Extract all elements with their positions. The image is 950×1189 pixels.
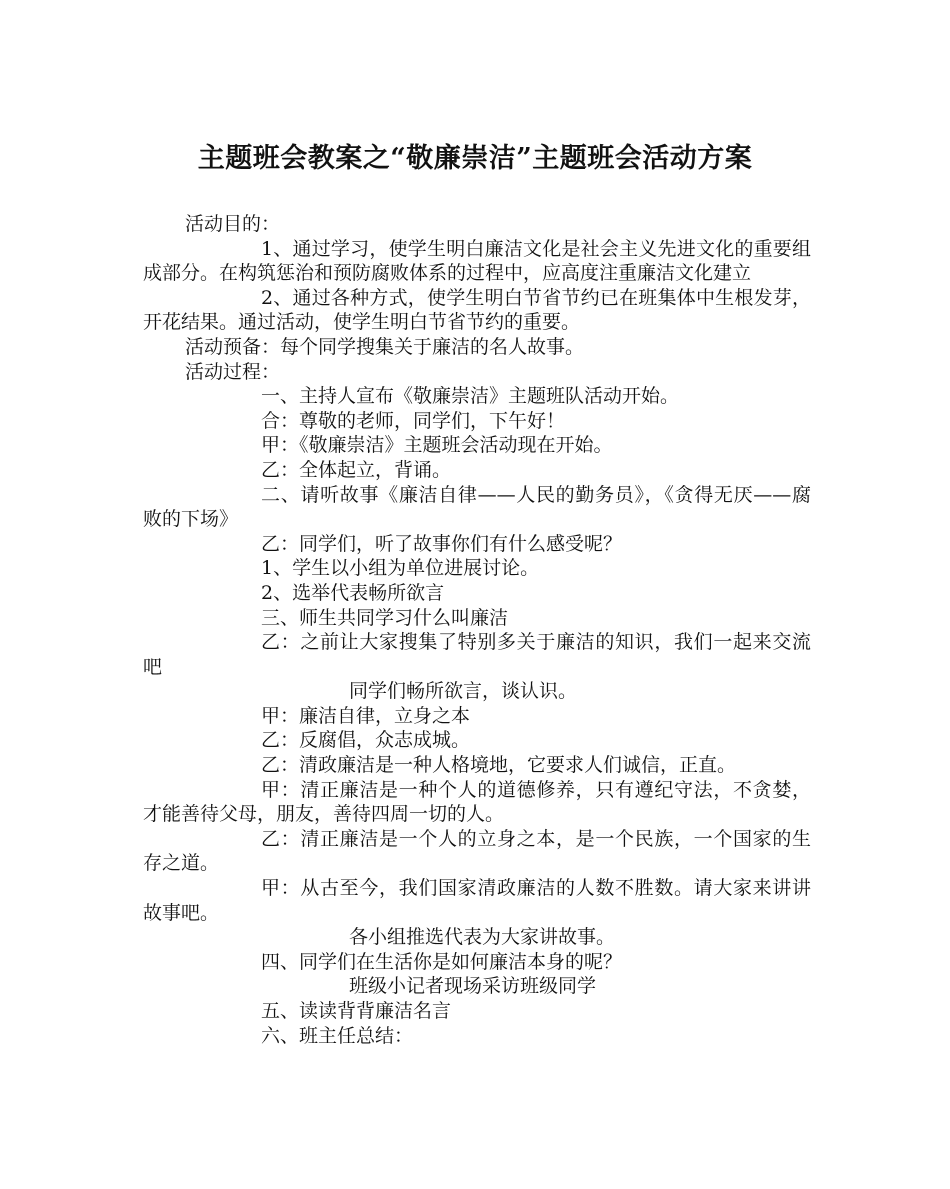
paragraph: 甲：从古至今，我们国家清政廉洁的人数不胜数。请大家来讲讲故事吧。: [143, 877, 811, 924]
document-title: 主题班会教案之“敬廉崇洁”主题班会活动方案: [197, 143, 753, 174]
paragraph: 二、请听故事《廉洁自律——人民的勤务员》，《贪得无厌——腐败的下场》: [143, 483, 811, 531]
paragraph: 1、通过学习，使学生明白廉洁文化是社会主义先进文化的重要组成部分。在构筑惩治和预防腐败体系的过程中，应高度注重廉洁文化建立: [143, 237, 811, 285]
paragraph: 乙：清政廉洁是一种人格境地，它要求人们诚信，正直。: [261, 754, 737, 777]
paragraph: 合：尊敬的老师，同学们，下午好！: [261, 409, 566, 432]
paragraph: 2、通过各种方式，使学生明白节省节约已在班集体中生根发芽，开花结果。通过活动，使学生明白节省节约的重要。: [143, 286, 811, 334]
paragraph: 甲：廉洁自律，立身之本: [261, 704, 471, 727]
paragraph: 活动过程：: [185, 360, 281, 383]
paragraph: 乙：清正廉洁是一个人的立身之本，是一个民族，一个国家的生存之道。: [143, 827, 811, 875]
document-body: [143, 212, 811, 1048]
paragraph: 五、读读背背廉洁名言: [261, 1000, 452, 1022]
paragraph: 活动预备：每个同学搜集关于廉洁的名人故事。: [185, 335, 585, 358]
paragraph: 甲：《敬廉崇洁》主题班会活动现在开始。: [261, 434, 613, 457]
paragraph: 三、师生共同学习什么叫廉洁: [261, 606, 509, 629]
paragraph: 乙：同学们，听了故事你们有什么感受呢？: [261, 532, 623, 555]
paragraph: 各小组推选代表为大家讲故事。: [349, 926, 616, 949]
paragraph: 乙：全体起立，背诵。: [261, 458, 452, 481]
paragraph: 四、同学们在生活你是如何廉洁本身的呢？: [261, 950, 623, 973]
paragraph: 班级小记者现场采访班级同学: [349, 975, 597, 998]
paragraph: 2、选举代表畅所欲言: [261, 581, 445, 604]
paragraph: 同学们畅所欲言，谈认识。: [349, 680, 578, 703]
paragraph: 六、班主任总结：: [261, 1024, 414, 1047]
paragraph: 一、主持人宣布《敬廉崇洁》主题班队活动开始。: [261, 385, 680, 408]
paragraph: 甲：清正廉洁是一种个人的道德修养，只有遵纪守法，不贪婪，才能善待父母，朋友，善待四周一切的人。: [143, 778, 811, 826]
paragraph: 活动目的：: [185, 213, 281, 235]
paragraph: 1、学生以小组为单位进展讨论。: [261, 557, 540, 580]
paragraph: 乙：反腐倡，众志成城。: [261, 729, 471, 752]
paragraph: 乙：之前让大家搜集了特别多关于廉洁的知识，我们一起来交流吧: [143, 631, 811, 678]
